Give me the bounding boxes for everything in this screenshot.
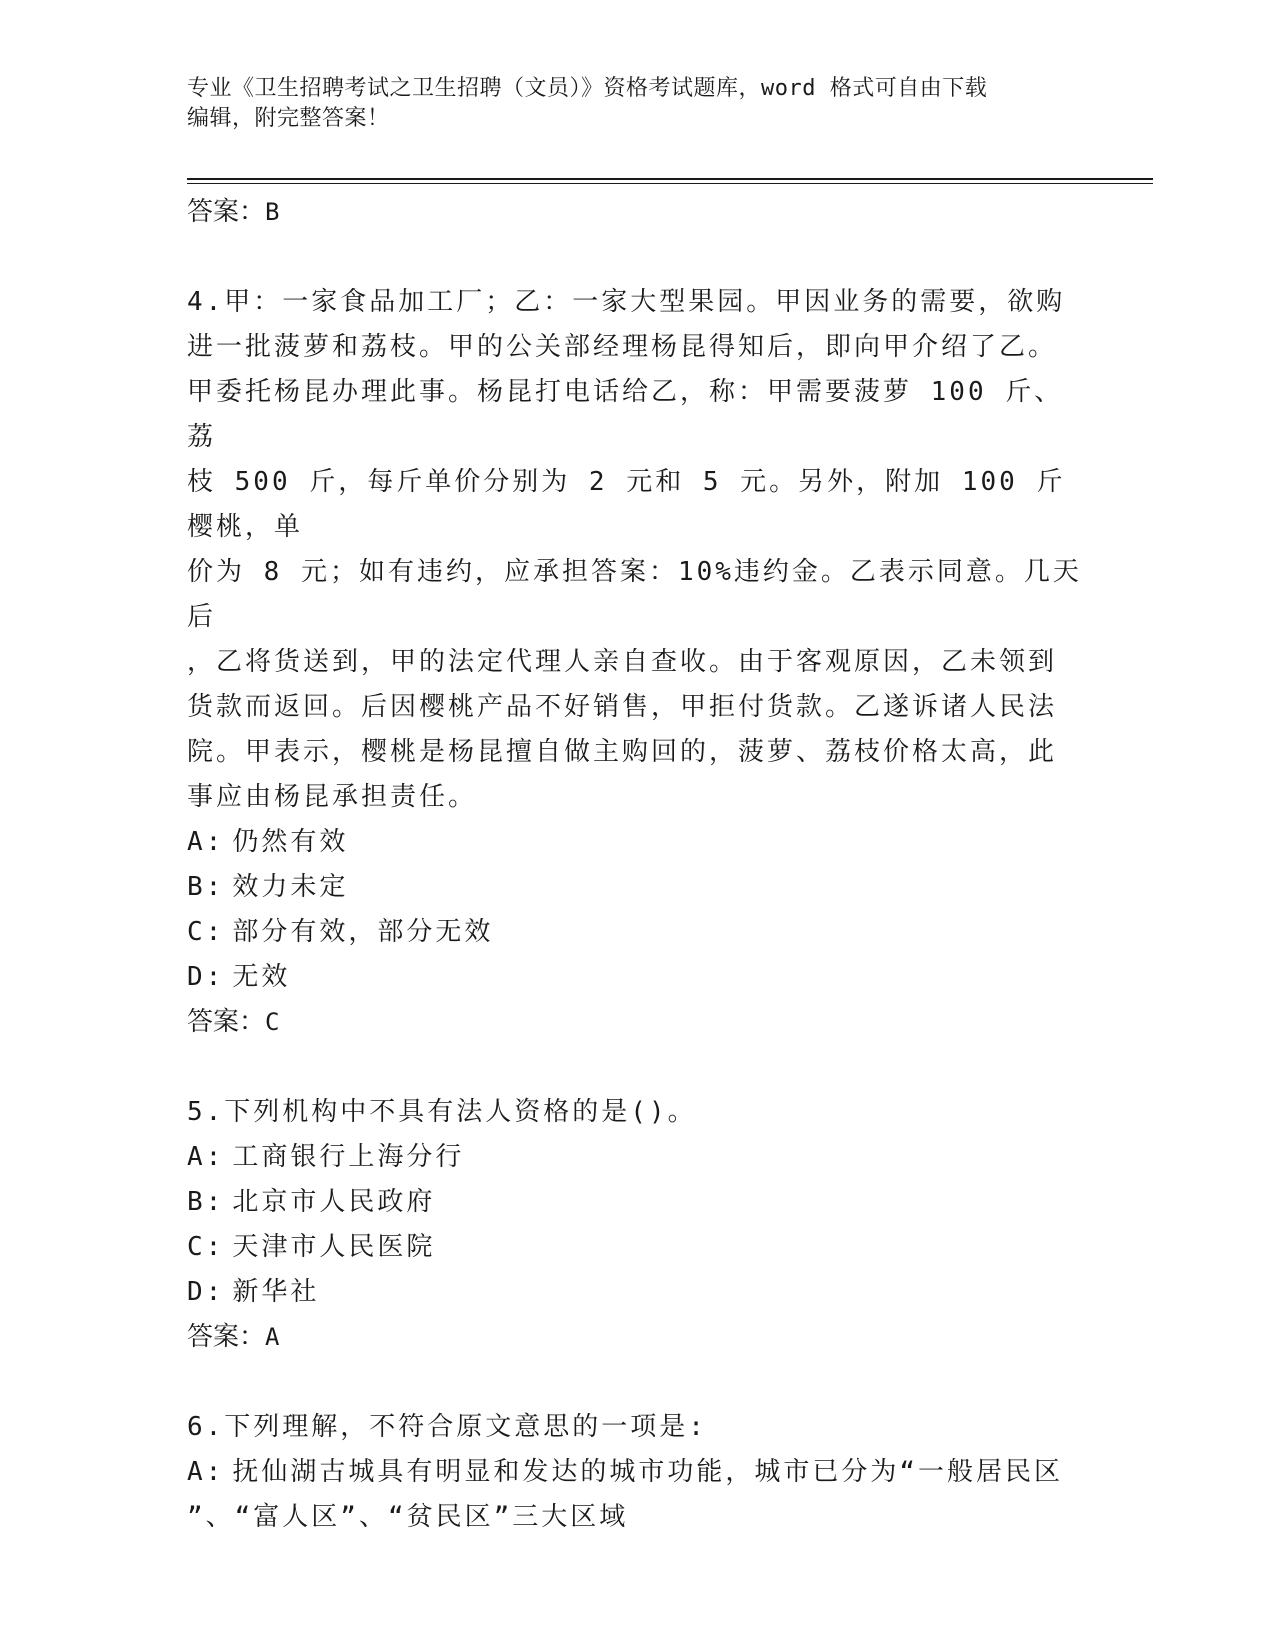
option-key: A: [187, 827, 225, 857]
question-line: 5.下列机构中不具有法人资格的是()。 [187, 1097, 697, 1127]
option-key: A: [187, 1142, 225, 1172]
header-line-2: 编辑，附完整答案！ [187, 106, 390, 131]
question-6 [187, 1405, 1087, 1540]
option-key: C: [187, 1232, 225, 1262]
question-line: 货款而返回。后因樱桃产品不好销售，甲拒付货款。乙遂诉诸人民法 [187, 692, 1058, 722]
question-line: ，乙将货送到，甲的法定代理人亲自查收。由于客观原因，乙未领到 [187, 647, 1058, 677]
question-line: 进一批菠萝和荔枝。甲的公关部经理杨昆得知后，即向甲介绍了乙。 [187, 332, 1058, 362]
option-text: 抚仙湖古城具有明显和发达的城市功能，城市已分为“一般居民区 [232, 1457, 1063, 1487]
question-line: 甲委托杨昆办理此事。杨昆打电话给乙，称：甲需要菠萝 100 斤、荔 [187, 377, 1064, 452]
question-line: 事应由杨昆承担责任。 [187, 782, 478, 812]
answer-line [187, 190, 1087, 234]
answer-label: 答案： [187, 197, 266, 227]
option-text: 无效 [232, 962, 291, 992]
option-a [187, 1450, 1087, 1495]
option-key: B: [187, 872, 225, 902]
header-line-1: 专业《卫生招聘考试之卫生招聘（文员）》资格考试题库，word 格式可自由下载 [187, 76, 988, 101]
option-text: 北京市人民政府 [232, 1187, 436, 1217]
option-text: 部分有效，部分无效 [232, 917, 494, 947]
question-line: 4.甲：一家食品加工厂；乙：一家大型果园。甲因业务的需要，欲购 [187, 287, 1066, 317]
option-key: D: [187, 962, 225, 992]
option-c [187, 1225, 1087, 1270]
answer-line [187, 1000, 1087, 1044]
question-line: 价为 8 元；如有违约，应承担答案：10%违约金。乙表示同意。几天后 [187, 557, 1082, 632]
header-rule-thin [187, 183, 1153, 184]
option-a [187, 1135, 1087, 1180]
option-text: 效力未定 [232, 872, 349, 902]
answer-label: 答案： [187, 1007, 266, 1037]
option-text: 仍然有效 [232, 827, 349, 857]
option-text: 新华社 [232, 1277, 320, 1307]
question-line: 院。甲表示，樱桃是杨昆擅自做主购回的，菠萝、荔枝价格太高，此 [187, 737, 1058, 767]
question-4 [187, 280, 1087, 1044]
question-line: 6.下列理解，不符合原文意思的一项是: [187, 1412, 707, 1442]
option-b [187, 865, 1087, 910]
document-body [187, 190, 1087, 1540]
answer-label: 答案： [187, 1322, 266, 1352]
option-b [187, 1180, 1087, 1225]
page-header [187, 74, 1087, 134]
option-d [187, 1270, 1087, 1315]
option-d [187, 955, 1087, 1000]
option-text: 天津市人民医院 [232, 1232, 436, 1262]
option-key: A: [187, 1457, 225, 1487]
question-5 [187, 1090, 1087, 1359]
option-a-continuation: ”、“富人区”、“贫民区”三大区域 [187, 1502, 629, 1532]
question-line: 枝 500 斤，每斤单价分别为 2 元和 5 元。另外，附加 100 斤樱桃，单 [187, 467, 1066, 542]
answer-value: C [265, 1008, 280, 1036]
answer-value: B [265, 198, 280, 226]
option-key: D: [187, 1277, 225, 1307]
answer-line [187, 1315, 1087, 1359]
option-text: 工商银行上海分行 [232, 1142, 465, 1172]
option-key: B: [187, 1187, 225, 1217]
option-key: C: [187, 917, 225, 947]
option-c [187, 910, 1087, 955]
option-a [187, 820, 1087, 865]
answer-value: A [265, 1323, 280, 1351]
header-rule-thick [187, 178, 1153, 180]
